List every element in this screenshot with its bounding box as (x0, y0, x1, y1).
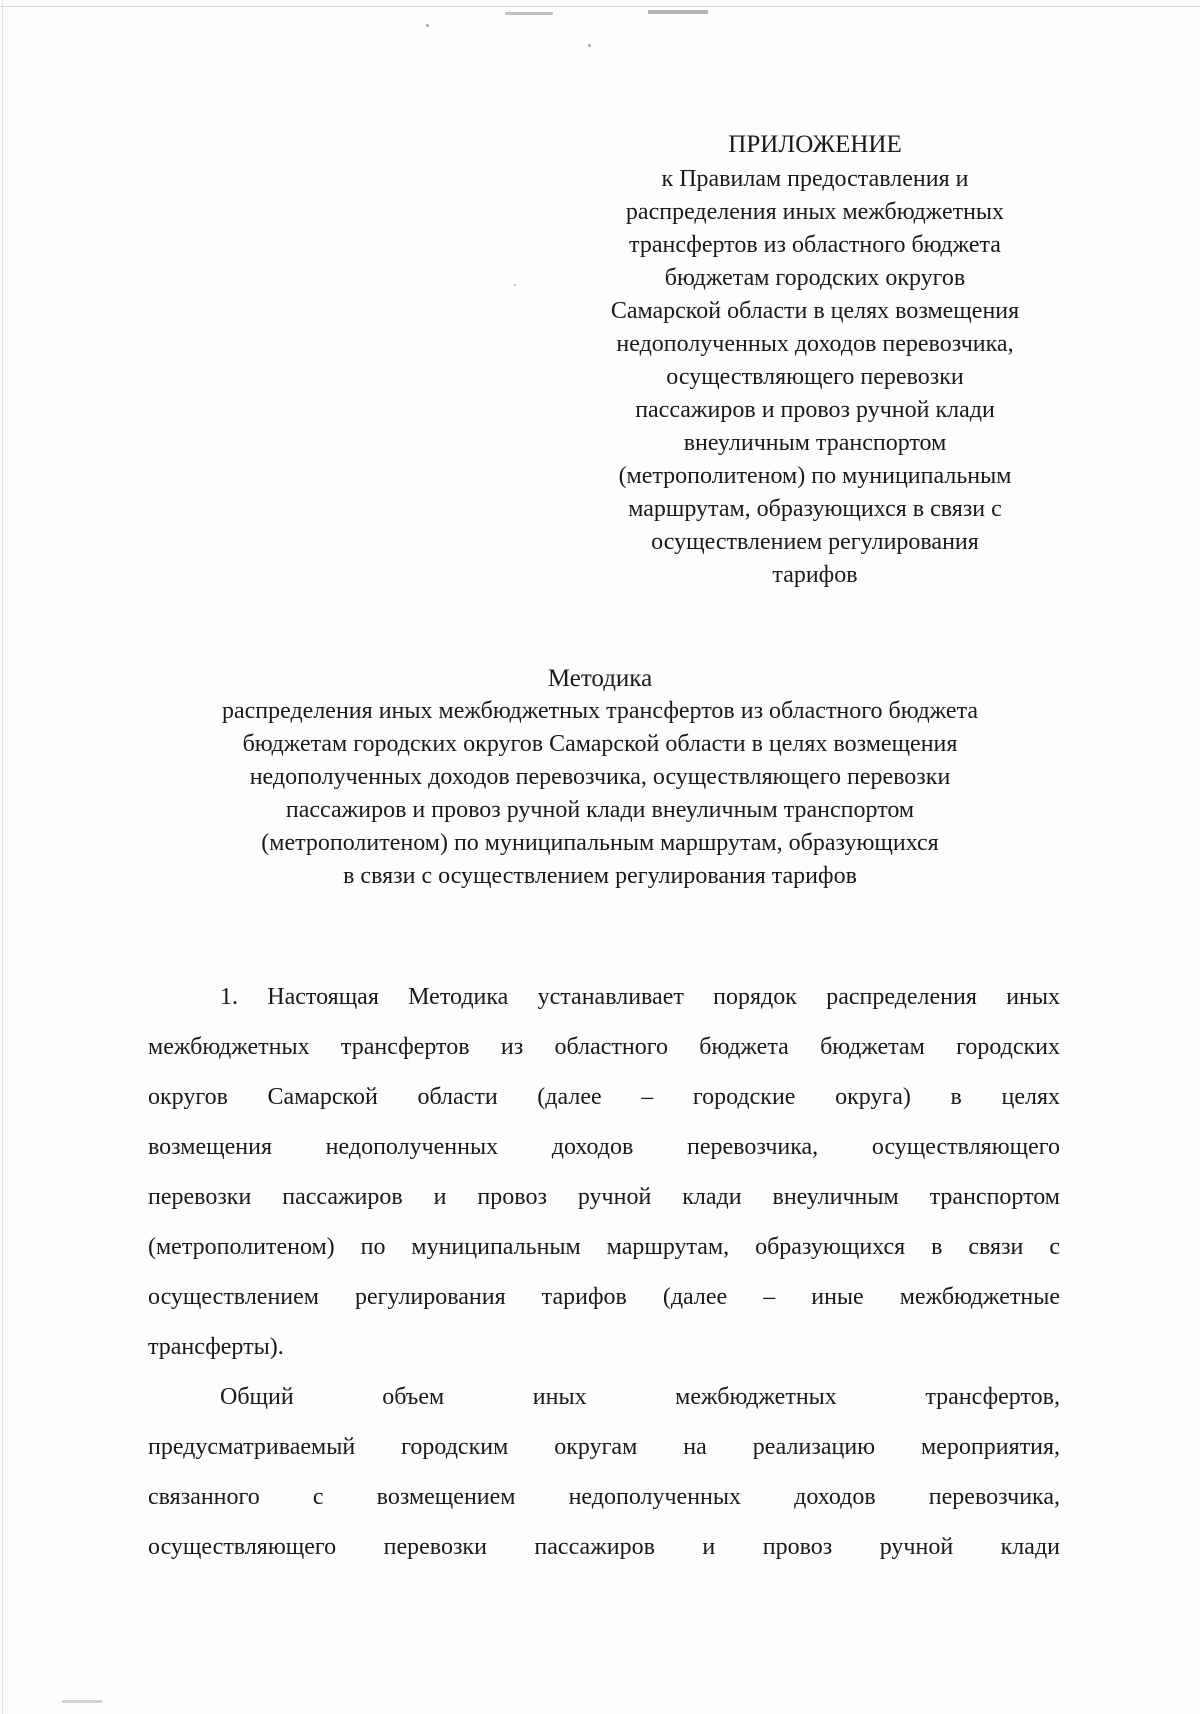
paragraph-line: предусматриваемый городским округам на реализацию мероприятия, (148, 1434, 1060, 1460)
paragraph-1 (148, 972, 1060, 1372)
body-text (148, 972, 1060, 1572)
paragraph-line: осуществлением регулирования тарифов (далее – иные межбюджетные (148, 1284, 1060, 1310)
paragraph-line: (метрополитеном) по муниципальным маршрутам, образующихся в связи с (148, 1234, 1060, 1260)
paragraph-line: перевозки пассажиров и провоз ручной клади внеуличным транспортом (148, 1184, 1060, 1210)
appendix-line: Самарской области в целях возмещения (610, 298, 1020, 324)
appendix-line: распределения иных межбюджетных (625, 199, 1005, 225)
appendix-title: ПРИЛОЖЕНИЕ (728, 131, 902, 158)
scan-speck (648, 10, 708, 14)
scan-speck (505, 12, 553, 15)
appendix-line: тарифов (772, 562, 858, 588)
methodology-subtitle-line: пассажиров и провоз ручной клади внеуличным транспортом (285, 797, 915, 823)
methodology-subtitle-line: в связи с осуществлением регулирования тарифов (343, 863, 857, 889)
scan-speck (426, 24, 429, 27)
paragraph-2 (148, 1372, 1060, 1572)
paragraph-line: Общий объем иных межбюджетных трансфертов, (220, 1384, 1060, 1410)
methodology-subtitle-line: (метрополитеном) по муниципальным маршрутам, образующихся (261, 830, 939, 856)
paragraph-line: округов Самарской области (далее – городские округа) в целях (148, 1084, 1060, 1110)
appendix-line: к Правилам предоставления и (661, 166, 969, 192)
appendix-line: (метрополитеном) по муниципальным (618, 463, 1012, 489)
appendix-line: маршрутам, образующихся в связи с (628, 496, 1002, 522)
scan-speck (588, 44, 591, 47)
appendix-block (565, 128, 1065, 592)
paragraph-line: осуществляющего перевозки пассажиров и провоз ручной клади (148, 1534, 1060, 1560)
methodology-heading (140, 662, 1060, 893)
paragraph-line: 1. Настоящая Методика устанавливает порядок распределения иных (220, 984, 1060, 1010)
methodology-subtitle-line: распределения иных межбюджетных трансфертов из областного бюджета (221, 698, 979, 724)
methodology-subtitle-line: бюджетам городских округов Самарской области в целях возмещения (242, 731, 958, 757)
appendix-line: трансфертов из областного бюджета (629, 232, 1001, 258)
methodology-title: Методика (547, 665, 653, 692)
appendix-line: внеуличным транспортом (683, 430, 947, 456)
appendix-line: осуществляющего перевозки (666, 364, 964, 390)
paragraph-line: межбюджетных трансфертов из областного бюджета бюджетам городских (148, 1034, 1060, 1060)
appendix-line: недополученных доходов перевозчика, (616, 331, 1014, 357)
paragraph-line: трансферты). (148, 1334, 284, 1360)
paragraph-line: возмещения недополученных доходов перевозчика, осуществляющего (148, 1134, 1060, 1160)
appendix-line: бюджетам городских округов (664, 265, 966, 291)
scan-edge-top (0, 6, 1200, 7)
appendix-line: осуществлением регулирования (651, 529, 979, 555)
scan-edge-left (2, 0, 3, 1714)
appendix-line: пассажиров и провоз ручной клади (635, 397, 995, 423)
scan-speck (62, 1700, 102, 1703)
methodology-subtitle-line: недополученных доходов перевозчика, осуществляющего перевозки (249, 764, 951, 790)
paragraph-line: связанного с возмещением недополученных доходов перевозчика, (148, 1484, 1060, 1510)
scan-speck (514, 284, 516, 286)
